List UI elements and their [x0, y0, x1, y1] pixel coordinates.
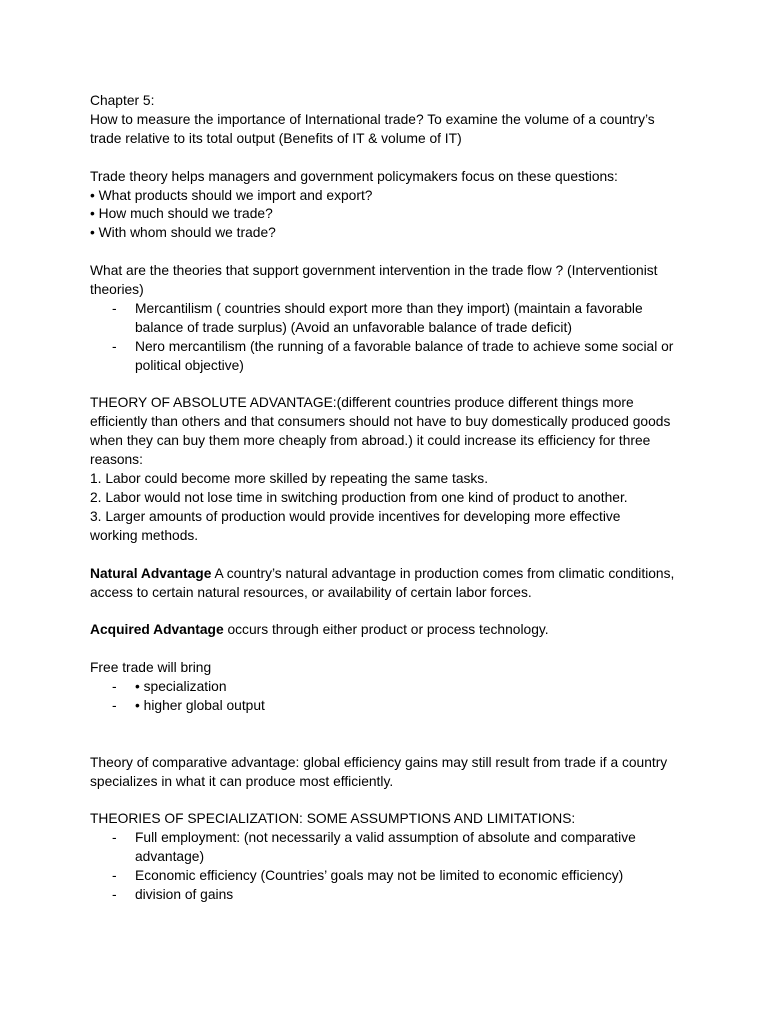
acquired-advantage-term: Acquired Advantage	[90, 622, 224, 638]
dash-bullet: -	[112, 300, 117, 316]
natural-advantage-paragraph	[90, 565, 690, 584]
acquired-advantage-text: occurs through either product or process technology.	[223, 622, 549, 638]
dash-bullet: -	[112, 886, 117, 902]
natural-advantage-term: Natural Advantage	[90, 565, 212, 581]
absolute-advantage-text: when they can buy them more cheaply from abroad.) it could increase its efficiency for three	[90, 433, 651, 449]
dash-bullet: -	[112, 679, 117, 694]
absolute-advantage-text: THEORY OF ABSOLUTE ADVANTAGE:(different countries produce different things more	[90, 395, 634, 411]
list-item-text: Nero mercantilism (the running of a favorable balance of trade to achieve some social or	[135, 338, 674, 354]
dash-bullet: -	[112, 830, 117, 846]
absolute-reason: 2. Labor would not lose time in switching production from one kind of product to another.	[90, 489, 628, 505]
absolute-advantage-text: efficiently than others and that consumers should not have to buy domestically produced goods	[90, 414, 671, 430]
list-item-text: • specialization	[135, 679, 227, 694]
list-item-text: Full employment: (not necessarily a valid assumption of absolute and comparative	[135, 830, 636, 846]
absolute-advantage-text: reasons:	[90, 452, 143, 468]
trade-question: • How much should we trade?	[90, 206, 273, 222]
absolute-reason: working methods.	[90, 527, 199, 543]
list-item	[90, 338, 690, 376]
list-item	[90, 300, 690, 338]
intro-line: trade relative to its total output (Benefits of IT & volume of IT)	[90, 130, 462, 146]
dash-bullet: -	[112, 338, 117, 354]
intro-line: How to measure the importance of International trade? To examine the volume of a country’s	[90, 111, 655, 127]
specialization-list	[90, 829, 690, 905]
trade-theory-heading: Trade theory helps managers and government policymakers focus on these questions:	[90, 168, 618, 184]
list-item-text: advantage)	[135, 849, 205, 865]
intervention-question: theories)	[90, 282, 144, 298]
list-item	[90, 867, 690, 886]
dash-bullet: -	[112, 697, 117, 713]
natural-advantage-text: A country’s natural advantage in production comes from climatic conditions,	[211, 565, 675, 581]
trade-question: • What products should we import and export?	[90, 187, 373, 203]
trade-question: • With whom should we trade?	[90, 225, 276, 241]
comparative-advantage-text: Theory of comparative advantage: global efficiency gains may still result from trade if a country	[90, 754, 668, 770]
intervention-question: What are the theories that support government intervention in the trade flow ? (Interventionist	[90, 263, 658, 279]
natural-advantage-text: access to certain natural resources, or availability of certain labor forces.	[90, 584, 532, 600]
list-item	[90, 697, 690, 716]
list-item-text: • higher global output	[135, 697, 265, 713]
list-item-text: Economic efficiency (Countries’ goals may not be limited to economic efficiency)	[135, 868, 624, 884]
list-item-text: division of gains	[135, 886, 234, 902]
absolute-reason: 3. Larger amounts of production would provide incentives for developing more effective	[90, 508, 621, 524]
list-item	[90, 678, 690, 697]
list-item-text: balance of trade surplus) (Avoid an unfavorable balance of trade deficit)	[135, 319, 572, 335]
intervention-list	[90, 300, 690, 376]
list-item	[90, 829, 690, 867]
list-item	[90, 886, 690, 905]
list-item-text: political objective)	[135, 357, 244, 373]
acquired-advantage-paragraph	[90, 621, 690, 640]
list-item-text: Mercantilism ( countries should export more than they import) (maintain a favorable	[135, 300, 643, 316]
free-trade-list	[90, 678, 690, 716]
free-trade-heading: Free trade will bring	[90, 660, 212, 676]
document-page	[90, 92, 690, 905]
absolute-reason: 1. Labor could become more skilled by repeating the same tasks.	[90, 471, 489, 487]
chapter-heading: Chapter 5:	[90, 93, 155, 108]
dash-bullet: -	[112, 868, 117, 884]
specialization-heading: THEORIES OF SPECIALIZATION: SOME ASSUMPTIONS AND LIMITATIONS:	[90, 811, 576, 827]
comparative-advantage-text: specializes in what it can produce most efficiently.	[90, 773, 394, 789]
